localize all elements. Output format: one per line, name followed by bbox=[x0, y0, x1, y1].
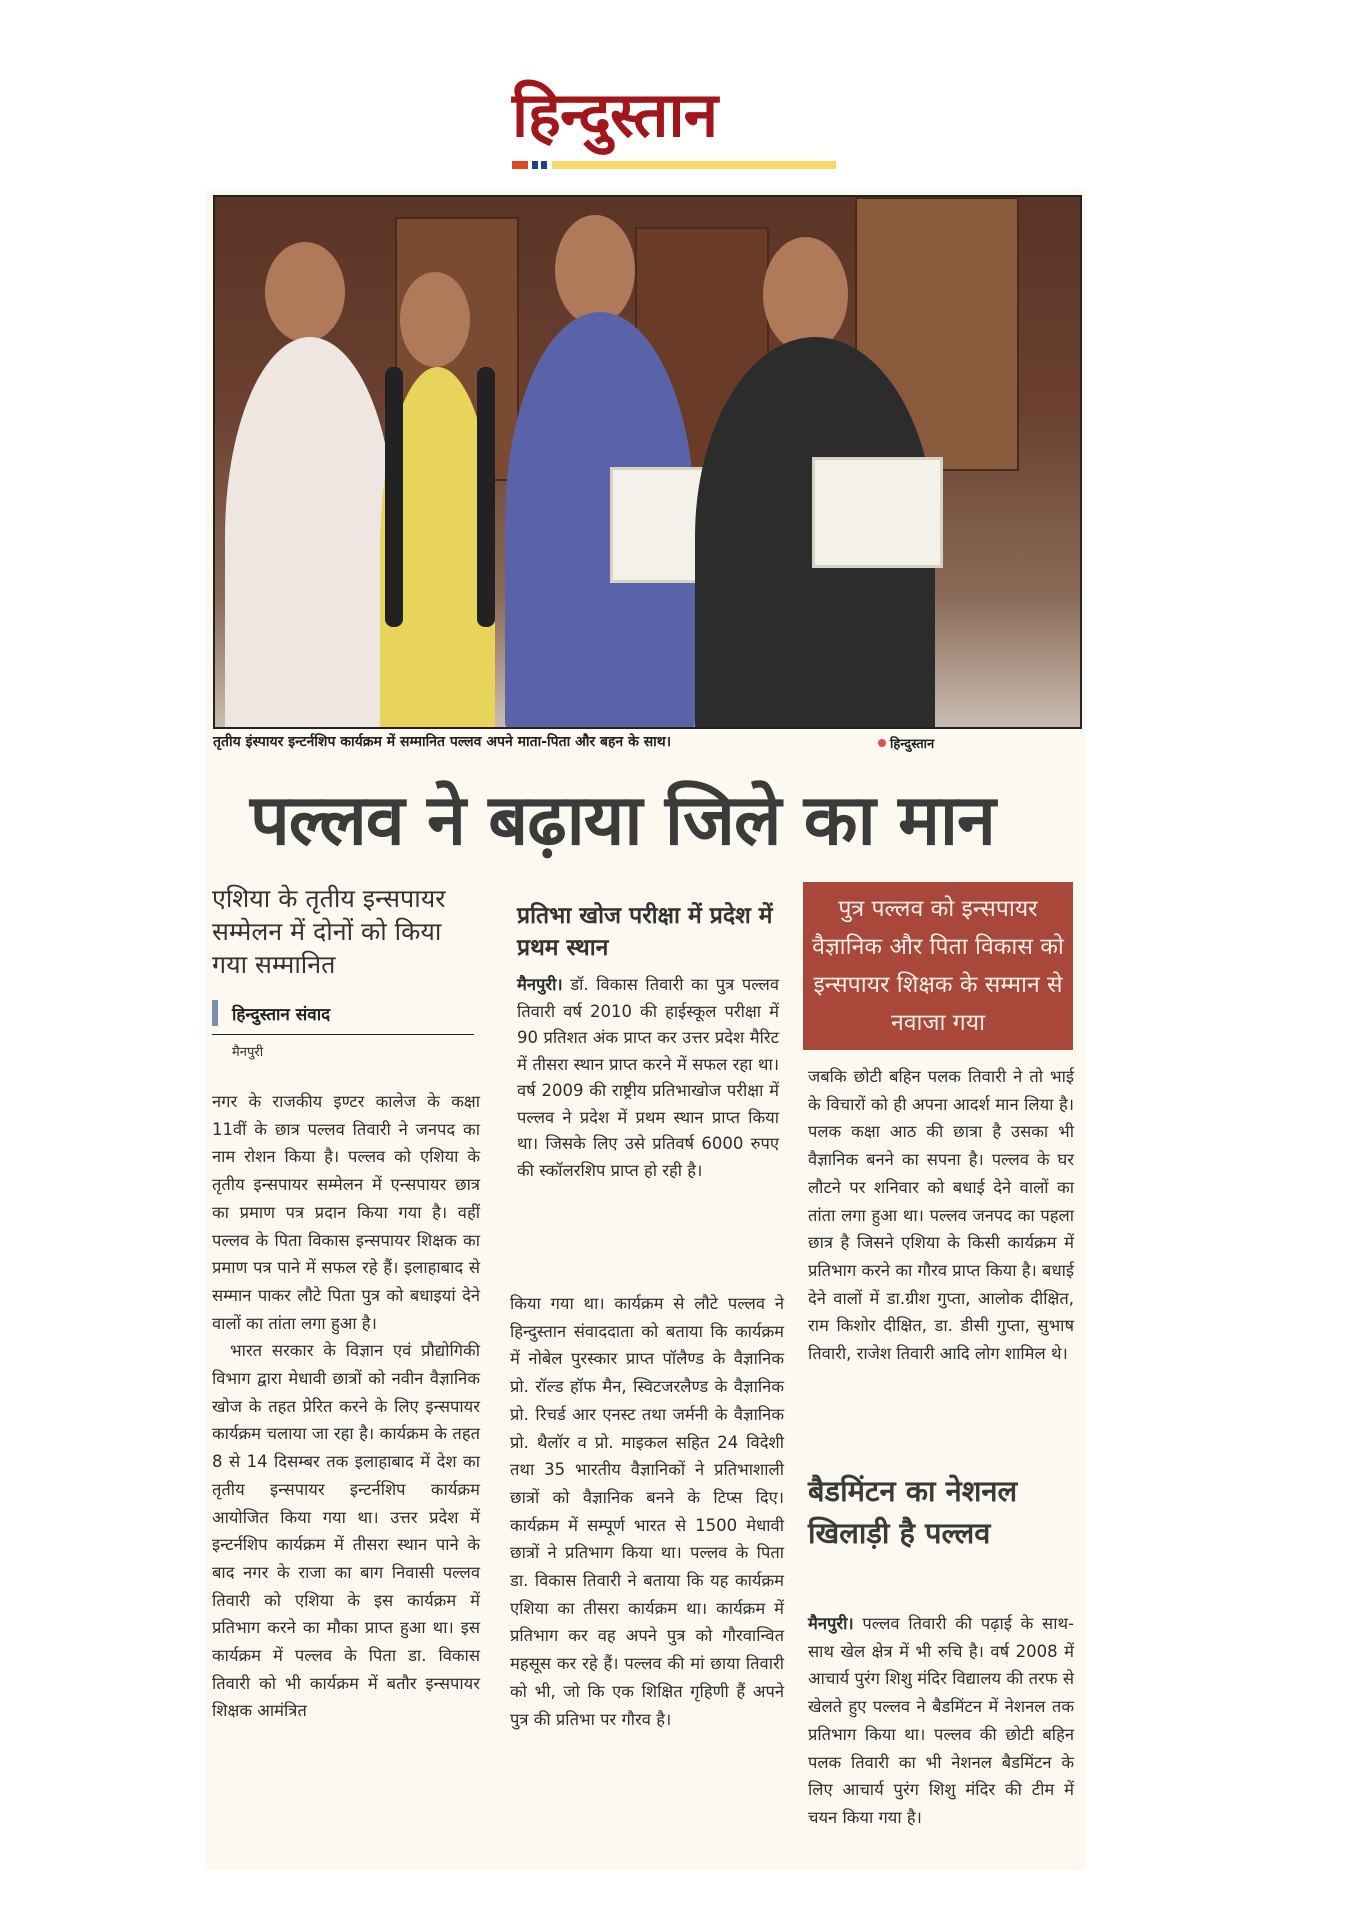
story1-continuation bbox=[510, 1290, 784, 1733]
byline-divider bbox=[212, 1034, 474, 1035]
news-photo bbox=[213, 195, 1082, 729]
person-sister-head bbox=[400, 272, 470, 367]
story1-continuation-text: किया गया था। कार्यक्रम से लौटे पल्लव ने हिन्दुस्तान संवाददाता को बताया कि कार्यक्रम में नोबेल पुरस्कार प्राप्त पॉलैण्ड के वैज्ञानिक प्रो. रॉल्ड हॉफ मैन, स्विटजरलैण्ड के वैज्ञानिक प्रो. रिचर्ड आर एनस्ट तथा जर्मनी के वैज्ञानिक प्रो. थैलॉर व प्रो. माइकल सहित 24 विदेशी तथा 35 भारतीय वैज्ञानिकों ने प्रतिभाशाली छात्रों को वैज्ञानिक बनने के टिप्स दिए। कार्यक्रम में सम्पूर्ण भारत से 1500 मेधावी छात्रों ने प्रतिभाग किया था। पल्लव के पिता डा. विकास तिवारी ने बताया कि यह कार्यक्रम एशिया का तीसरा कार्यक्रम था। कार्यक्रम में प्रतिभाग कर वह अपने पुत्र को गौरवान्वित महसूस कर रहे हैं। पल्लव की मां छाया तिवारी को भी, जो कि एक शिक्षित गृहिणी हैं अपने पुत्र की प्रतिभा पर गौरव है। bbox=[510, 1294, 784, 1729]
certificate bbox=[812, 457, 943, 568]
person-mother bbox=[225, 337, 395, 729]
newspaper-logo: हिन्दुस्तान bbox=[512, 78, 717, 151]
person-pallav-head bbox=[555, 215, 635, 325]
story4-paragraph bbox=[808, 1610, 1074, 1832]
byline: हिन्दुस्तान संवाद bbox=[232, 1005, 331, 1025]
credit-bullet-icon bbox=[878, 739, 886, 747]
logo-flag-icon bbox=[512, 161, 548, 169]
main-headline: पल्लव ने बढ़ाया जिले का मान bbox=[250, 779, 995, 861]
masthead bbox=[512, 70, 832, 170]
braid bbox=[477, 367, 495, 627]
photo-credit: हिन्दुस्तान bbox=[890, 737, 935, 752]
logo-underline-bar bbox=[552, 161, 836, 169]
story1-column bbox=[212, 1088, 480, 1725]
person-mother-head bbox=[265, 242, 345, 342]
photo-caption: तृतीय इंस्पायर इन्टर्नशिप कार्यक्रम में सम्मानित पल्लव अपने माता-पिता और बहन के साथ। bbox=[213, 734, 672, 750]
story1-paragraph: नगर के राजकीय इण्टर कालेज के कक्षा 11वीं के छात्र पल्लव तिवारी ने जनपद का नाम रोशन किया है। पल्लव को एशिया के तृतीय इन्सपायर सम्मेलन में एन्सपायर छात्र का प्रमाण पत्र प्रदान किया गया है। वहीं पल्लव के पिता विकास इन्सपायर शिक्षक का प्रमाण पत्र पाने में सफल रहे हैं। इलाहाबाद से सम्मान पाकर लौटे पिता पुत्र को बधाइयां देने वालों का तांता लगा हुआ है। bbox=[212, 1092, 480, 1333]
story2-subheadline: प्रतिभा खोज परीक्षा में प्रदेश में प्रथम स्थान bbox=[517, 903, 773, 961]
story2-body: डॉ. विकास तिवारी का पुत्र पल्लव तिवारी वर्ष 2010 की हाईस्कूल परीक्षा में 90 प्रतिशत अंक प्राप्त कर उत्तर प्रदेश मैरिट में तीसरा स्थान प्राप्त करने में सफल रहा था। वर्ष 2009 की राष्ट्रीय प्रतिभाखोज परीक्षा में पल्लव ने प्रदेश में प्रथम स्थान प्राप्त किया था। जिसके लिए उसे प्रतिवर्ष 6000 रुपए की स्कॉलरशिप प्राप्त हो रही है। bbox=[517, 975, 780, 1180]
story2-lead: मैनपुरी। bbox=[517, 975, 563, 994]
story4-body: पल्लव तिवारी की पढ़ाई के साथ-साथ खेल क्षेत्र में भी रुचि है। वर्ष 2008 में आचार्य पुरंग शिशु मंदिर विद्यालय की तरफ से खेलते हुए पल्लव ने बैडमिंटन में नेशनल तक प्रतिभाग किया था। पल्लव की छोटी बहिन पलक तिवारी का भी नेशनल बैडमिंटन के लिए आचार्य पुरंग शिशु मंदिर की टीम में चयन किया गया है। bbox=[808, 1614, 1074, 1827]
story2-column bbox=[517, 972, 779, 1184]
story4-lead: मैनपुरी। bbox=[808, 1614, 854, 1633]
story4-subheadline: बैडमिंटन का नेशनल खिलाड़ी है पल्लव bbox=[808, 1474, 1018, 1550]
byline-marker bbox=[212, 1000, 218, 1026]
story4-column bbox=[808, 1610, 1074, 1832]
braid bbox=[385, 367, 403, 627]
highlight-box: पुत्र पल्लव को इन्सपायर वैज्ञानिक और पिता विकास को इन्सपायर शिक्षक के सम्मान से नवाजा गया bbox=[803, 882, 1073, 1050]
story1-subheadline: एशिया के तृतीय इन्सपायर सम्मेलन में दोनों को किया गया सम्मानित bbox=[212, 884, 446, 979]
story2-paragraph bbox=[517, 972, 779, 1184]
dateline: मैनपुरी bbox=[232, 1045, 264, 1060]
story1-paragraph: भारत सरकार के विज्ञान एवं प्रौद्योगिकी विभाग द्वारा मेधावी छात्रों को नवीन वैज्ञानिक खोज के तहत प्रेरित करने के लिए इन्सपायर कार्यक्रम चलाया जा रहा है। कार्यक्रम के तहत 8 से 14 दिसम्बर तक इलाहाबाद में देश का तृतीय इन्सपायर इन्टर्नशिप कार्यक्रम आयोजित किया गया था। उत्तर प्रदेश में इन्टर्नशिप कार्यक्रम में तीसरा स्थान पाने के बाद नगर के राजा का बाग निवासी पल्लव तिवारी को एशिया के इस कार्यक्रम में प्रतिभाग करने का मौका प्राप्त हुआ था। इस कार्यक्रम में पल्लव के पिता डा. विकास तिवारी को भी कार्यक्रम में बतौर इन्सपायर शिक्षक आमंत्रित bbox=[212, 1341, 480, 1721]
story3-body: जबकि छोटी बहिन पलक तिवारी ने तो भाई के विचारों को ही अपना आदर्श मान लिया है। पलक कक्षा आठ की छात्रा है उसका भी वैज्ञानिक बनने का सपना है। पल्लव के घर लौटने पर शनिवार को बधाई देने वालों का तांता लगा हुआ था। पल्लव जनपद का पहला छात्र है जिसने एशिया के किसी कार्यक्रम में प्रतिभाग करने का गौरव प्राप्त किया है। बधाई देने वालों में डा.ग्रीश गुप्ता, आलोक दीक्षित, राम किशोर दीक्षित, डा. डीसी गुप्ता, सुभाष तिवारी, राजेश तिवारी आदि लोग शामिल थे। bbox=[808, 1067, 1074, 1364]
story3-column bbox=[808, 1063, 1074, 1368]
person-father-head bbox=[763, 237, 848, 352]
